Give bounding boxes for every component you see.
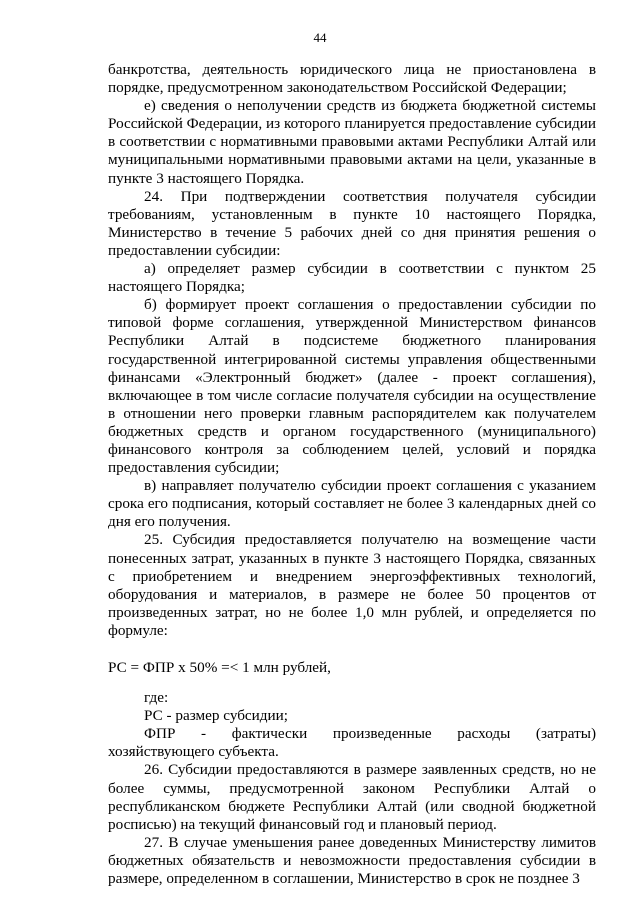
paragraph-item-b: б) формирует проект соглашения о предоставлении субсидии по типовой форме соглашения, утвержденной Министерством финансов Республики Алтай в подсистеме бюджетного планирования государственной интегрированной системы управления общественными финансами «Электронный бюджет» (далее - проект соглашения), включающее в том числе согласие получателя субсидии на осуществление в отношении него проверки главным распорядителем как получателем бюджетных средств и органом государственного (муниципального) финансового контроля за соблюдением целей, условий и порядка предоставления субсидии; bbox=[108, 296, 596, 477]
paragraph-item-e: е) сведения о неполучении средств из бюджета бюджетной системы Российской Федерации, из которого планируется предоставление субсидии в соответствии с нормативными правовыми актами Республики Алтай или муниципальными нормативными правовыми актами на цели, указанные в пункте 3 настоящего Порядка. bbox=[108, 97, 596, 187]
subsidy-formula: РС = ФПР х 50% =< 1 млн рублей, bbox=[108, 659, 331, 676]
paragraph-clause-27: 27. В случае уменьшения ранее доведенных Министерству лимитов бюджетных обязательств и невозможности предоставления субсидии в размере, определенном в соглашении, Министерство в срок не позднее 3 bbox=[108, 833, 596, 888]
document-body bbox=[108, 61, 596, 888]
paragraph-bankruptcy-continuation: банкротства, деятельность юридического лица не приостановлена в порядке, предусмотренном законодательством Российской Федерации; bbox=[108, 61, 596, 97]
paragraph-clause-26: 26. Субсидии предоставляются в размере заявленных средств, но не более суммы, предусмотренной законом Республики Алтай о республиканском бюджете Республики Алтай (или сводной бюджетной росписью) на текущий финансовый год и плановый период. bbox=[108, 761, 596, 833]
paragraph-fpr-definition: ФПР - фактически произведенные расходы (затраты) хозяйствующего субъекта. bbox=[108, 725, 596, 761]
page-number: 44 bbox=[313, 30, 327, 45]
paragraph-clause-24: 24. При подтверждении соответствия получателя субсидии требованиям, установленным в пункте 10 настоящего Порядка, Министерство в течение 5 рабочих дней со дня принятия решения о предоставлении субсидии: bbox=[108, 187, 596, 259]
paragraph-where: где: bbox=[144, 689, 169, 707]
paragraph-rs-definition: РС - размер субсидии; bbox=[144, 707, 289, 725]
paragraph-clause-25: 25. Субсидия предоставляется получателю на возмещение части понесенных затрат, указанных в пункте 3 настоящего Порядка, связанных с приобретением и внедрением энергоэффективных технологий, оборудования и материалов, в размере не более 50 процентов от произведенных затрат, но не более 1,0 млн рублей, и определяется по формуле: bbox=[108, 531, 596, 639]
paragraph-item-v: в) направляет получателю субсидии проект соглашения с указанием срока его подписания, который составляет не более 3 календарных дней со дня его получения. bbox=[108, 477, 596, 531]
paragraph-item-a: а) определяет размер субсидии в соответствии с пунктом 25 настоящего Порядка; bbox=[108, 260, 596, 296]
